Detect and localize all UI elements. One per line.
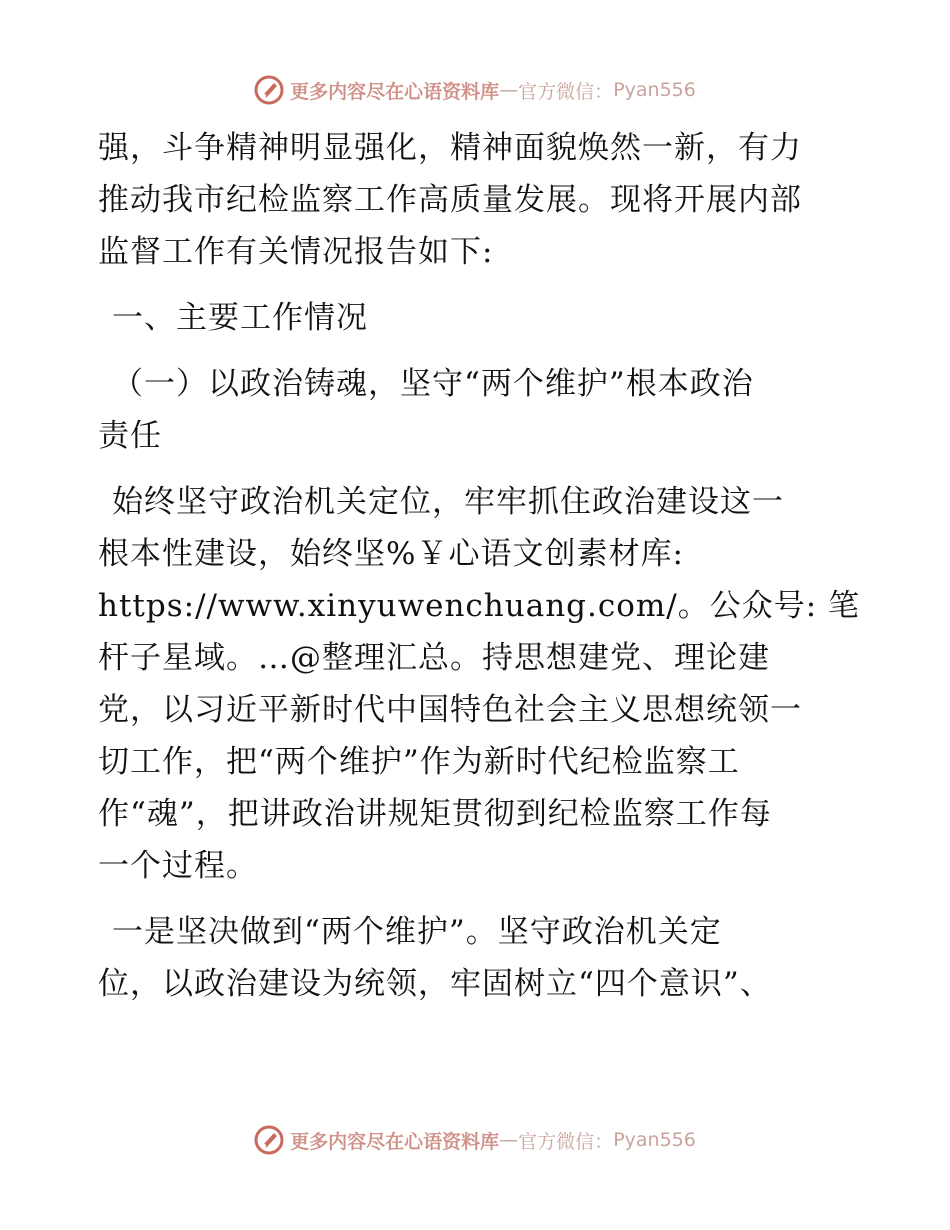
text-line: 一个过程。: [98, 848, 258, 884]
text-line: https://www.xinyuwenchuang.com/。公众号: 笔: [98, 588, 861, 624]
text-line: 监督工作有关情况报告如下:: [98, 234, 494, 270]
paragraph-body: [98, 476, 861, 892]
logo-icon: [254, 1125, 284, 1155]
text-line: 切工作，把“两个维护”作为新时代纪检监察工: [98, 744, 740, 780]
text-line: 位，以政治建设为统领，牢固树立“四个意识”、: [98, 966, 772, 1002]
section-heading: [98, 292, 858, 344]
heading-line: 责任: [98, 418, 162, 454]
heading-line: 一、主要工作情况: [112, 300, 368, 336]
watermark-account-label: 官方微信：: [518, 1130, 614, 1153]
watermark-title: 更多内容尽在心语资料库: [290, 80, 500, 103]
text-line: 根本性建设，始终坚%￥心语文创素材库:: [98, 536, 684, 572]
text-line: 始终坚守政治机关定位，牢牢抓住政治建设这一: [112, 484, 784, 520]
watermark-separator: —: [499, 1129, 519, 1151]
text-line: 强，斗争精神明显强化，精神面貌焕然一新，有力: [98, 130, 802, 166]
text-line: 杆子星域。…@整理汇总。持思想建党、理论建: [98, 640, 770, 676]
text-line: 一是坚决做到“两个维护”。坚守政治机关定: [112, 914, 722, 950]
text-line: 党，以习近平新时代中国特色社会主义思想统领一: [98, 692, 802, 728]
header-watermark: [0, 72, 950, 108]
watermark-title: 更多内容尽在心语资料库: [290, 1130, 500, 1153]
text-line: 推动我市纪检监察工作高质量发展。现将开展内部: [98, 182, 802, 218]
logo-icon: [254, 75, 284, 105]
watermark-account-id: Pyan556: [613, 79, 696, 101]
text-line: 作“魂”，把讲政治讲规矩贯彻到纪检监察工作每: [98, 796, 772, 832]
watermark-account-label: 官方微信：: [518, 80, 614, 103]
paragraph-point-one: [98, 906, 858, 1010]
footer-watermark: [0, 1122, 950, 1158]
watermark-separator: —: [499, 79, 519, 101]
paragraph-intro: [98, 122, 858, 278]
document-body: [98, 122, 861, 1024]
watermark-account-id: Pyan556: [613, 1129, 696, 1151]
heading-line: （一）以政治铸魂，坚守“两个维护”根本政治: [112, 366, 754, 402]
subsection-heading: [98, 358, 858, 462]
